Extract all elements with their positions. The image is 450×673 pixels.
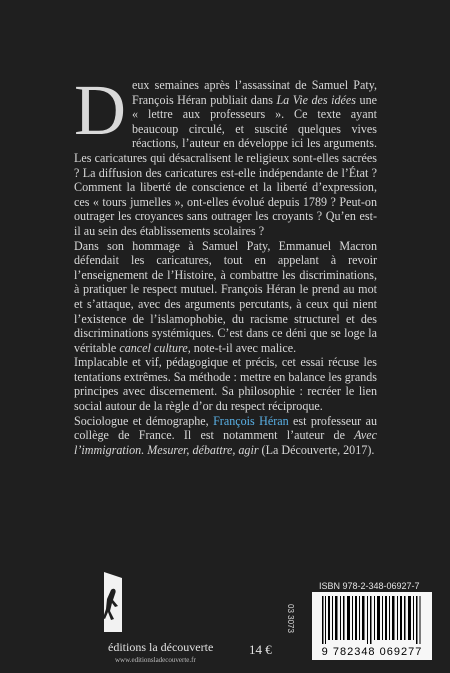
blurb-text bbox=[74, 70, 378, 457]
barcode bbox=[312, 592, 432, 660]
blurb-paragraph-3: Implacable et vif, pédagogique et précis, cet essai récuse les tentations extrêmes. Sa méthode : mettre en balance les grands principes avec discernement. Sa philosophie : recréer le lien social autour de la règle d’or du respect réciproque. bbox=[74, 355, 377, 414]
author-name: François Héran bbox=[213, 413, 289, 428]
author-bio: Sociologue et démographe, François Héran est professeur au collège de France. Il est notamment l’auteur de Avec l’immigration. Mesurer, débattre, agir (La Découverte, 2017). bbox=[74, 413, 378, 457]
publisher-website: www.editionsladecouverte.fr bbox=[115, 656, 196, 664]
drop-cap: D bbox=[74, 70, 126, 150]
publisher-name: éditions la découverte bbox=[108, 640, 214, 654]
isbn-label: ISBN 978-2-348-06927-7 bbox=[319, 581, 420, 591]
barcode-bars-icon bbox=[322, 596, 422, 644]
internal-code: 03 3073 bbox=[286, 604, 295, 633]
blurb-paragraph-2: Dans son hommage à Samuel Paty, Emmanuel Macron défendait les caricatures, tout en appelant à revoir l’enseignement de l’Histoire, à combattre les discriminations, à pratiquer le respect mutuel. François Héran le prend au mot et s’attaque, avec des arguments percutants, à ceux qui nient l’existence de l’islamophobie, du racisme structurel et des discriminations systémiques. C’est dans ce déni que se loge la véritable cancel culture, note-t-il avec malice. bbox=[74, 238, 377, 355]
blurb-paragraph-1: Deux semaines après l’assassinat de Samuel Paty, François Héran publiait dans La Vie des idées une « lettre aux professeurs ». Ce texte ayant beaucoup circulé, et suscité quelques vives réactions, l’auteur en développe ici les arguments. Les caricatures qui désacralisent le religieux sont-elles sacrées ? La diffusion des caricatures est-elle indépendante de l’État ? Comment la liberté de conscience et la liberté d’expression, ces « tours jumelles », ont-elles évolué depuis 1789 ? Peut-on outrager les croyances sans outrager les croyants ? Qu’en est-il au sein des établissements scolaires ? bbox=[74, 70, 377, 238]
price: 14 € bbox=[249, 642, 272, 657]
publisher-logo-icon bbox=[98, 572, 128, 632]
barcode-digits: 9 782348 069277 bbox=[321, 646, 423, 658]
